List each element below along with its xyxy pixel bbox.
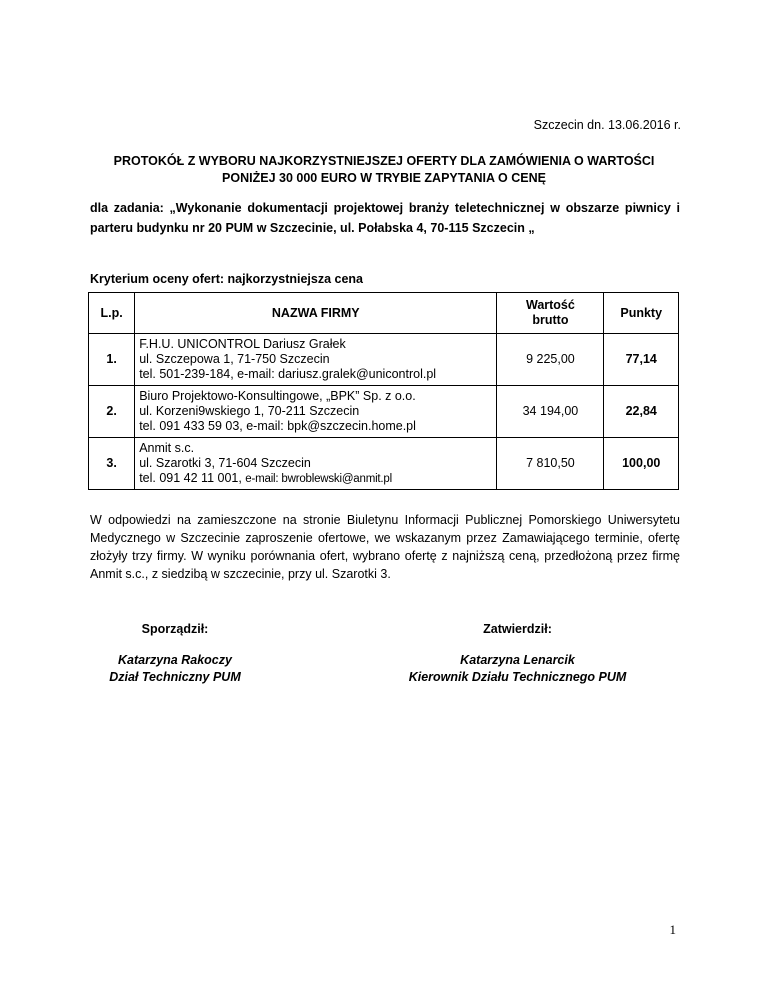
evaluation-criterion: Kryterium oceny ofert: najkorzystniejsza cena <box>90 272 364 286</box>
company-name: F.H.U. UNICONTROL Dariusz Grałek <box>139 337 346 351</box>
company-address: ul. Szarotki 3, 71-604 Szczecin <box>139 455 311 470</box>
header-points: Punkty <box>604 293 679 334</box>
header-value-line-1: Wartość <box>525 298 575 312</box>
title-line-2: PONIŻEJ 30 000 EURO W TRYBIE ZAPYTANIA O CENĘ <box>222 171 546 185</box>
row-company <box>135 334 497 386</box>
company-address: ul. Korzeni9wskiego 1, 70-211 Szczecin <box>139 404 360 418</box>
company-contact: tel. 091 433 59 03, e-mail: bpk@szczecin.home.pl <box>139 419 416 433</box>
header-value <box>497 293 604 334</box>
header-company: NAZWA FIRMY <box>135 293 497 334</box>
page-number: 1 <box>669 922 676 937</box>
company-name: Biuro Projektowo-Konsultingowe, „BPK” Sp. z o.o. <box>139 389 416 403</box>
table-row <box>89 334 679 386</box>
company-contact <box>139 471 492 487</box>
signature-heading: Sporządził: <box>141 622 209 636</box>
header-value-line-2: brutto <box>532 313 569 327</box>
signature-heading: Zatwierdził: <box>483 622 552 636</box>
signature-role: Dział Techniczny PUM <box>109 670 241 684</box>
summary-paragraph: W odpowiedzi na zamieszczone na stronie Biuletynu Informacji Publicznej Pomorskiego Uniwersytetu Medycznego w Szczecinie zaproszenie ofertowe, we wskazanym przez Zamawiającego terminie, ofertę złożyły trzy firmy. W wyniku porównania ofert, wybrano ofertę z najniższą ceną, przedłożoną przez firmę Anmit s.c., z siedzibą w szczecinie, przy ul. Szarotki 3. <box>90 513 680 581</box>
row-company <box>135 386 497 438</box>
row-value: 34 194,00 <box>497 386 604 438</box>
company-address: ul. Szczepowa 1, 71-750 Szczecin <box>139 352 330 366</box>
header-lp: L.p. <box>89 293 135 334</box>
signature-approved-by <box>400 622 635 686</box>
row-company <box>135 438 497 490</box>
row-lp: 1. <box>89 334 135 386</box>
signature-role: Kierownik Działu Technicznego PUM <box>408 670 627 684</box>
company-contact: tel. 501-239-184, e-mail: dariusz.gralek@unicontrol.pl <box>139 367 437 381</box>
table-row <box>89 438 679 490</box>
row-lp: 2. <box>89 386 135 438</box>
signature-name: Katarzyna Lenarcik <box>460 653 575 667</box>
document-title <box>90 153 678 187</box>
company-phone: tel. 091 42 11 001, <box>139 470 246 485</box>
document-date: Szczecin dn. 13.06.2016 r. <box>533 118 681 132</box>
offers-table <box>88 292 679 490</box>
row-points: 77,14 <box>604 334 679 386</box>
row-value: 7 810,50 <box>497 438 604 490</box>
signature-name: Katarzyna Rakoczy <box>118 653 232 667</box>
task-description: dla zadania: „Wykonanie dokumentacji projektowej branży teletechnicznej w obszarze piwnicy i parteru budynku nr 20 PUM w Szczecinie, ul. Połabska 4, 70-115 Szczecin „ <box>90 201 680 235</box>
row-value: 9 225,00 <box>497 334 604 386</box>
company-name: Anmit s.c. <box>139 440 195 455</box>
table-header-row <box>89 293 679 334</box>
row-points: 100,00 <box>604 438 679 490</box>
company-email: e-mail: bwroblewski@anmit.pl <box>245 472 392 485</box>
row-lp: 3. <box>89 438 135 490</box>
row-points: 22,84 <box>604 386 679 438</box>
signature-prepared-by <box>90 622 260 686</box>
title-line-1: PROTOKÓŁ Z WYBORU NAJKORZYSTNIEJSZEJ OFERTY DLA ZAMÓWIENIA O WARTOŚCI <box>113 154 655 168</box>
table-row <box>89 386 679 438</box>
